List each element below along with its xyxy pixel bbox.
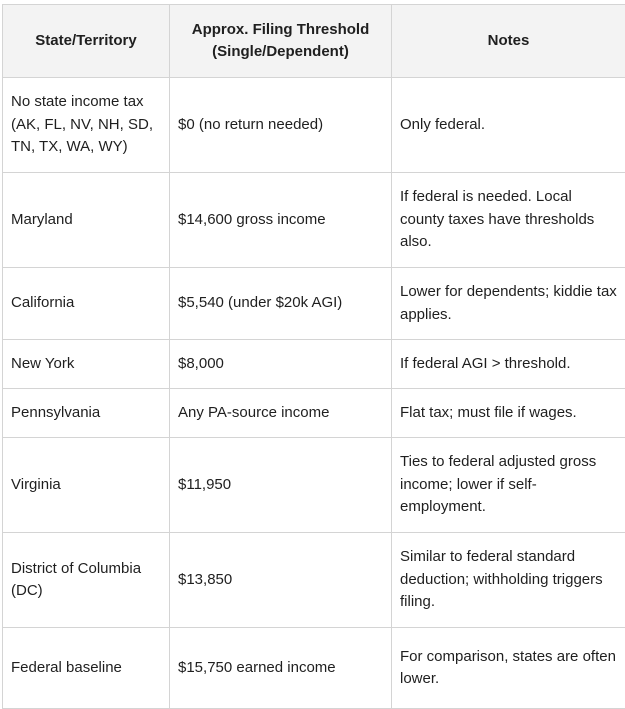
cell-notes: Flat tax; must file if wages. xyxy=(392,389,625,438)
table-row xyxy=(3,78,625,173)
cell-threshold: Any PA-source income xyxy=(170,389,392,438)
cell-threshold: $5,540 (under $20k AGI) xyxy=(170,268,392,340)
cell-threshold: $15,750 earned income xyxy=(170,628,392,709)
table-body xyxy=(3,78,625,709)
cell-threshold: $11,950 xyxy=(170,438,392,533)
cell-notes: For comparison, states are often lower. xyxy=(392,628,625,709)
cell-notes: Ties to federal adjusted gross income; lower if self-employment. xyxy=(392,438,625,533)
table-row xyxy=(3,268,625,340)
table-row xyxy=(3,389,625,438)
table-row xyxy=(3,628,625,709)
cell-notes: If federal AGI > threshold. xyxy=(392,340,625,389)
table-row xyxy=(3,173,625,268)
cell-state: District of Columbia (DC) xyxy=(3,533,170,628)
cell-notes: Similar to federal standard deduction; withholding triggers filing. xyxy=(392,533,625,628)
table-row xyxy=(3,438,625,533)
header-notes: Notes xyxy=(392,5,625,78)
cell-state: Pennsylvania xyxy=(3,389,170,438)
cell-notes: If federal is needed. Local county taxes have thresholds also. xyxy=(392,173,625,268)
cell-state: No state income tax (AK, FL, NV, NH, SD, TN, TX, WA, WY) xyxy=(3,78,170,173)
cell-threshold: $13,850 xyxy=(170,533,392,628)
table-header xyxy=(3,5,625,78)
cell-notes: Lower for dependents; kiddie tax applies. xyxy=(392,268,625,340)
cell-threshold: $0 (no return needed) xyxy=(170,78,392,173)
cell-state: New York xyxy=(3,340,170,389)
cell-state: Federal baseline xyxy=(3,628,170,709)
cell-state: California xyxy=(3,268,170,340)
cell-threshold: $8,000 xyxy=(170,340,392,389)
filing-threshold-table xyxy=(2,4,625,709)
header-state: State/Territory xyxy=(3,5,170,78)
cell-threshold: $14,600 gross income xyxy=(170,173,392,268)
header-row xyxy=(3,5,625,78)
cell-notes: Only federal. xyxy=(392,78,625,173)
cell-state: Virginia xyxy=(3,438,170,533)
cell-state: Maryland xyxy=(3,173,170,268)
table-row xyxy=(3,533,625,628)
table-row xyxy=(3,340,625,389)
header-threshold: Approx. Filing Threshold (Single/Dependent) xyxy=(170,5,392,78)
